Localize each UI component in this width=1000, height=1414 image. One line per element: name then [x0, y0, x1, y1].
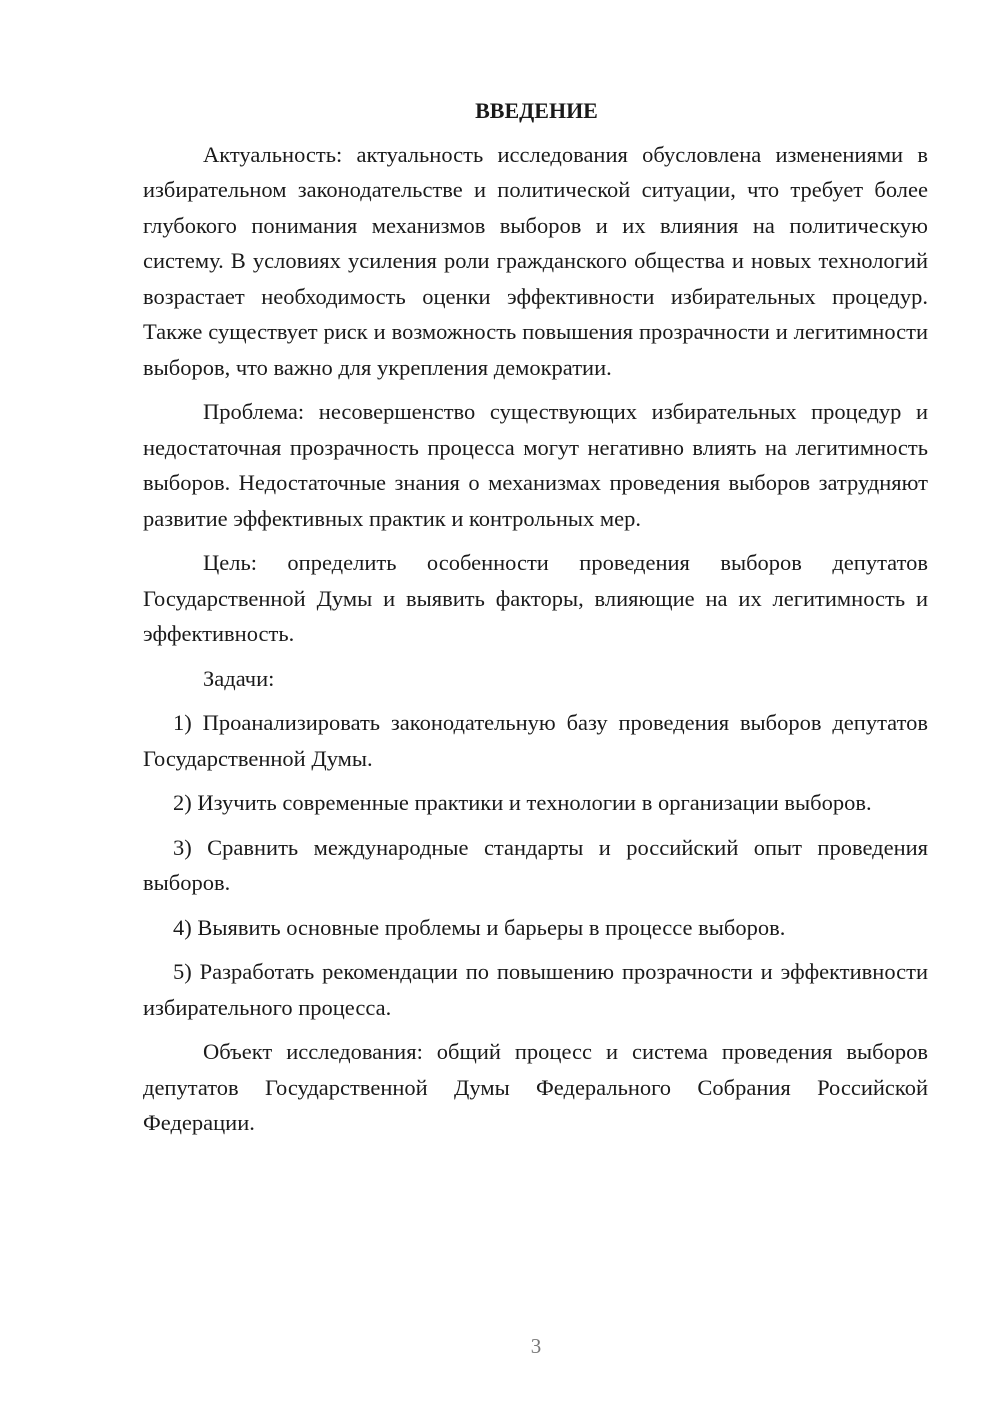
- relevance-paragraph: Актуальность: актуальность исследования обусловлена изменениями в избирательном законодательстве и политической ситуации, что требует более глубокого понимания механизмов выборов и их влияния на политическую систему. В условиях усиления роли гражданского общества и новых технологий возрастает необходимость оценки эффективности избирательных процедур. Также существует риск и возможность повышения прозрачности и легитимности выборов, что важно для укрепления демократии.: [143, 141, 928, 380]
- object-paragraph: Объект исследования: общий процесс и система проведения выборов депутатов Государственной Думы Федерального Собрания Российской Федерации.: [143, 1039, 928, 1135]
- task-item-1: 1) Проанализировать законодательную базу проведения выборов депутатов Государственной Думы.: [143, 710, 928, 771]
- task-item-3: 3) Сравнить международные стандарты и российский опыт проведения выборов.: [143, 834, 928, 895]
- task-item-2: 2) Изучить современные практики и технологии в организации выборов.: [173, 790, 872, 815]
- tasks-heading: Задачи:: [203, 665, 275, 691]
- goal-paragraph: Цель: определить особенности проведения выборов депутатов Государственной Думы и выявить факторы, влияющие на их легитимность и эффективность.: [143, 550, 928, 646]
- task-item-4: 4) Выявить основные проблемы и барьеры в процессе выборов.: [173, 914, 786, 940]
- problem-paragraph: Проблема: несовершенство существующих избирательных процедур и недостаточная прозрачность процесса могут негативно влиять на легитимность выборов. Недостаточные знания о механизмах проведения выборов затрудняют развитие эффективных практик и контрольных мер.: [143, 399, 928, 531]
- page-content: [143, 93, 928, 1150]
- page-number: 3: [530, 1334, 542, 1358]
- task-item-5: 5) Разработать рекомендации по повышению прозрачности и эффективности избирательного процесса.: [143, 959, 928, 1020]
- page-title: ВВЕДЕНИЕ: [475, 98, 598, 123]
